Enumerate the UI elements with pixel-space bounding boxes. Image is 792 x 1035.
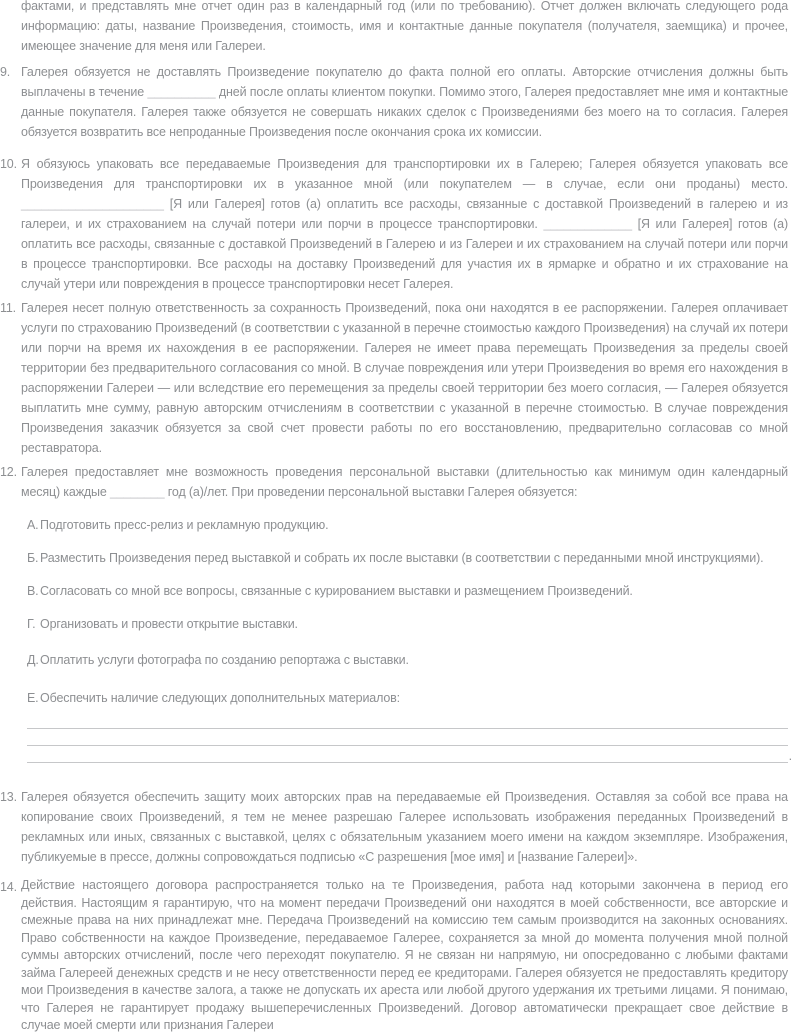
subitem-v-text: Согласовать со мной все вопросы, связанные с курированием выставки и размещением Произведений. <box>40 583 633 598</box>
clause-12-subitem-d <box>0 650 788 670</box>
clause-13-text: Галерея обязуется обеспечить защиту моих авторских прав на передаваемые ей Произведения. Оставляя за собой все права на копирование своих Произведений, я тем не менее разрешаю Галерее использовать изображения переданных Произведений в рекламных или иных, связанных с выставкой, целях с обязательным указанием моего имени на каждом экземпляре. Изображения, публикуемые в прессе, должны сопровождаться подписью «С разрешения [мое имя] и [название Галереи]». <box>21 790 788 864</box>
clause-12-text: Галерея предоставляет мне возможность проведения персональной выставки (длительностью как минимум один календарный месяц) каждые ________ год (а)/лет. При проведении персональной выставки Галерея обязуется: <box>21 465 788 499</box>
clause-9-number: 9. <box>0 65 11 79</box>
clause-12-subitem-v <box>0 581 788 601</box>
clause-14-text: Действие настоящего договора распространяется только на те Произведения, работа над которыми закончена в период его действия. Настоящим я гарантирую, что на момент передачи Произведений они находятся в моей собственности, все авторские и смежные права на них принадлежат мне. Передача Произведений на комиссию тем самым производится на законных основаниях. Право собственности на каждое Произведение, передаваемое Галерее, сохраняется за мной до момента получения мной полной суммы авторских отчислений, после чего переходят покупателю. Я не связан ни напрямую, ни опосредованно с любыми фактами займа Галереей денежных средств и не несу ответственности перед ее кредиторами. Галерея обязуется не предоставлять кредитору мои Произведения в качестве залога, а также не допускать их ареста или любой другого удержания их третьими лицами. Я понимаю, что Галерея не гарантирует продажу вышеперечисленных Произведений. Договор автоматически прекращает свое действие в случае моей смерти или признания Галереи <box>21 878 788 1032</box>
contract-clause-12 <box>0 462 788 502</box>
clause-13-number: 13. <box>0 790 17 804</box>
subitem-v-letter: В. <box>27 583 39 598</box>
clause-12-subitem-a <box>0 515 788 535</box>
contract-clause-10 <box>0 154 788 294</box>
clause-11-number: 11. <box>0 301 16 315</box>
contract-clause-11 <box>0 298 788 458</box>
subitem-b-text: Разместить Произведения перед выставкой и собрать их после выставки (в соответствии с переданными мной инструкциями). <box>40 550 764 565</box>
subitem-g-text: Организовать и провести открытие выставки. <box>40 616 298 631</box>
clause-11-text: Галерея несет полную ответственность за сохранность Произведений, пока они находятся в ее распоряжении. Галерея оплачивает услуги по страхованию Произведений (в соответствии с указанной в перечне стоимостью каждого Произведения) на случай их потери или порчи на время их нахождения в ее распоряжении. Галерея не имеет права перемещать Произведения за пределы своей территории без предварительного согласования со мной. В случае повреждения или утери Произведения во время его нахождения в распоряжении Галереи — или вследствие его перемещения за пределы своей территории без моего согласия, — Галерея обязуется выплатить мне сумму, равную авторским отчислениям в соответствии с указанной в перечне стоимостью. В случае повреждения Произведения заказчик обязуется за свой счет провести работы по его восстановлению, предварительно согласовав со мной реставратора. <box>21 301 788 455</box>
clause-14-number: 14. <box>0 880 17 894</box>
clause-8-continuation-text: фактами, и представлять мне отчет один раз в календарный год (или по требованию). Отчет должен включать следующего рода информацию: даты, название Произведения, стоимость, имя и контактные данные покупателя (получателя, заемщика) и прочее, имеющее значение для меня или Галереи. <box>21 0 788 53</box>
subitem-e-text: Обеспечить наличие следующих дополнительных материалов: <box>40 690 400 705</box>
subitem-g-letter: Г. <box>27 616 36 631</box>
clause-12-subitem-e <box>0 688 788 708</box>
contract-clause-9 <box>0 62 788 142</box>
subitem-d-text: Оплатить услуги фотографа по созданию репортажа с выставки. <box>40 652 409 667</box>
contract-clause-13 <box>0 787 788 867</box>
fill-in-line-period: . <box>788 749 792 763</box>
subitem-a-letter: А. <box>27 517 39 532</box>
fill-in-line-2 <box>27 729 788 746</box>
clause-10-number: 10. <box>0 157 17 171</box>
fill-in-line-1 <box>27 720 788 729</box>
subitem-a-text: Подготовить пресс-релиз и рекламную продукцию. <box>40 517 329 532</box>
clause-9-text: Галерея обязуется не доставлять Произведение покупателю до факта полной его оплаты. Авторские отчисления должны быть выплачены в течение __________ дней после оплаты клиентом покупки. Помимо этого, Галерея предоставляет мне имя и контактные данные покупателя. Галерея также обязуется не совершать никаких сделок с Произведениями без моего на то согласия. Галерея обязуется возвратить все непроданные Произведения после окончания срока их комиссии. <box>21 65 788 139</box>
clause-12-subitem-b <box>0 548 788 568</box>
clause-12-subitem-g <box>0 614 788 634</box>
subitem-b-letter: Б. <box>27 550 39 565</box>
subitem-d-letter: Д. <box>27 652 39 667</box>
fill-in-line-3 <box>27 746 792 763</box>
clause-12-number: 12. <box>0 465 17 479</box>
fill-in-ruled-lines <box>27 720 792 763</box>
subitem-e-letter: Е. <box>27 690 39 705</box>
clause-10-text: Я обязуюсь упаковать все передаваемые Произведения для транспортировки их в Галерею; Галерея обязуется упаковать все Произведения для транспортировки их в указанное мной (или покупателем — в случае, если они проданы) место. _____________________ [Я или Галерея] готов (а) оплатить все расходы, связанные с доставкой Произведений в галерею и из галереи, и их страхованием на случай потери или порчи в процессе транспортировки. _____________ [Я или Галерея] готов (а) оплатить все расходы, связанные с доставкой Произведений в Галерею и из Галереи и их страхованием на случай потери или порчи в процессе транспортировки. Все расходы на доставку Произведений для участия их в ярмарке и обратно и их страхование на случай утери или повреждения в процессе транспортировки несет Галерея. <box>21 157 788 291</box>
contract-clause-14 <box>0 877 788 1035</box>
